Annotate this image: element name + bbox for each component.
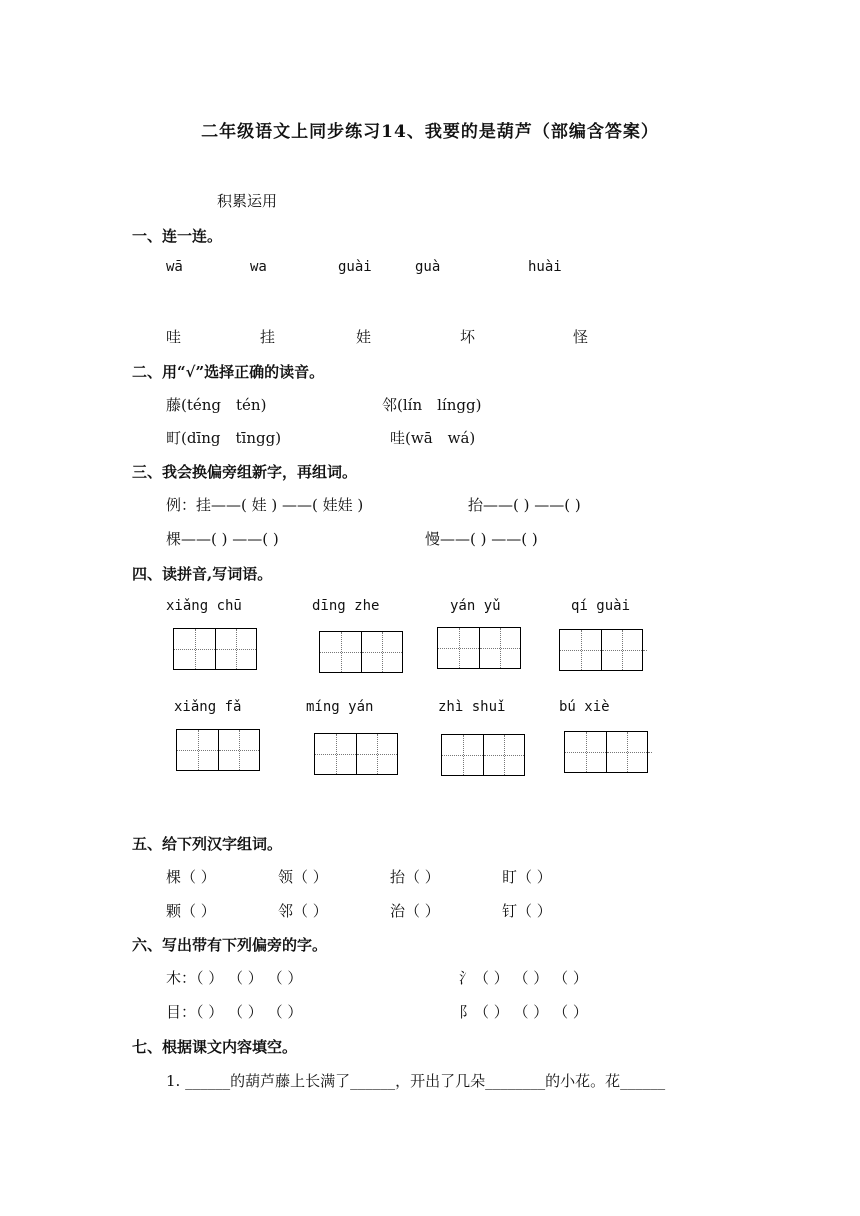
char-item: 怪 (573, 328, 589, 346)
pinyin-item: huài (528, 259, 562, 275)
pinyin-word: xiǎng fǎ (174, 699, 242, 715)
writing-grid[interactable] (176, 729, 260, 771)
section-7-heading: 七、根据课文内容填空。 (132, 1038, 298, 1056)
radical-item: 抬——( ) ——( ) (468, 496, 581, 514)
word-item: 棵（ ） (166, 868, 216, 886)
writing-grid[interactable] (319, 631, 403, 673)
section-3-heading: 三、我会换偏旁组新字，再组词。 (132, 463, 358, 481)
radical-row: 木：（ ） （ ） （ ） (166, 969, 303, 987)
reading-item: 藤(téng tén) (166, 396, 267, 414)
section-4-heading: 四、读拼音,写词语。 (132, 565, 273, 583)
radical-item: 例：挂——( 娃 ) ——( 娃娃 ) (166, 496, 364, 514)
radical-item: 慢——( ) ——( ) (425, 530, 538, 548)
fill-in-line: 1. ______的葫芦藤上长满了______，开出了几朵________的小花。花______ (166, 1072, 666, 1090)
writing-grid[interactable] (564, 731, 648, 773)
word-item: 抬（ ） (390, 868, 440, 886)
word-item: 盯（ ） (502, 868, 552, 886)
pinyin-word: zhì shuǐ (438, 699, 506, 715)
section-subtitle: 积累运用 (217, 192, 278, 210)
writing-grid[interactable] (559, 629, 643, 671)
radical-row: 阝（ ） （ ） （ ） (459, 1003, 588, 1021)
pinyin-word: yán yǔ (450, 598, 501, 614)
pinyin-word: qí guài (571, 598, 631, 614)
pinyin-word: xiǎng chū (166, 598, 242, 614)
char-item: 坏 (460, 328, 476, 346)
section-6-heading: 六、写出带有下列偏旁的字。 (132, 936, 328, 954)
radical-row: 氵（ ） （ ） （ ） (459, 969, 588, 987)
pinyin-word: dīng zhe (312, 598, 380, 614)
writing-grid[interactable] (441, 734, 525, 776)
word-item: 钉（ ） (502, 902, 552, 920)
pinyin-item: guài (338, 259, 372, 275)
char-item: 娃 (356, 328, 372, 346)
writing-grid[interactable] (173, 628, 257, 670)
word-item: 领（ ） (278, 868, 328, 886)
reading-item: 邻(lín língg) (382, 396, 482, 414)
pinyin-item: guà (415, 259, 441, 275)
writing-grid[interactable] (314, 733, 398, 775)
section-5-heading: 五、给下列汉字组词。 (132, 835, 283, 853)
writing-grid[interactable] (437, 627, 521, 669)
section-1-heading: 一、连一连。 (132, 227, 223, 245)
page-title: 二年级语文上同步练习14、我要的是葫芦（部编含答案） (201, 122, 659, 142)
pinyin-word: bú xiè (559, 699, 610, 715)
word-item: 邻（ ） (278, 902, 328, 920)
radical-row: 目：（ ） （ ） （ ） (166, 1003, 303, 1021)
word-item: 颗（ ） (166, 902, 216, 920)
pinyin-item: wa (250, 259, 267, 275)
radical-item: 棵——( ) ——( ) (166, 530, 279, 548)
pinyin-item: wā (166, 259, 183, 275)
word-item: 治（ ） (390, 902, 440, 920)
char-item: 挂 (260, 328, 276, 346)
reading-item: 哇(wā wá) (390, 429, 476, 447)
char-item: 哇 (166, 328, 182, 346)
section-2-heading: 二、用“√”选择正确的读音。 (132, 363, 325, 381)
pinyin-word: míng yán (306, 699, 374, 715)
reading-item: 町(dīng tīngg) (166, 429, 282, 447)
